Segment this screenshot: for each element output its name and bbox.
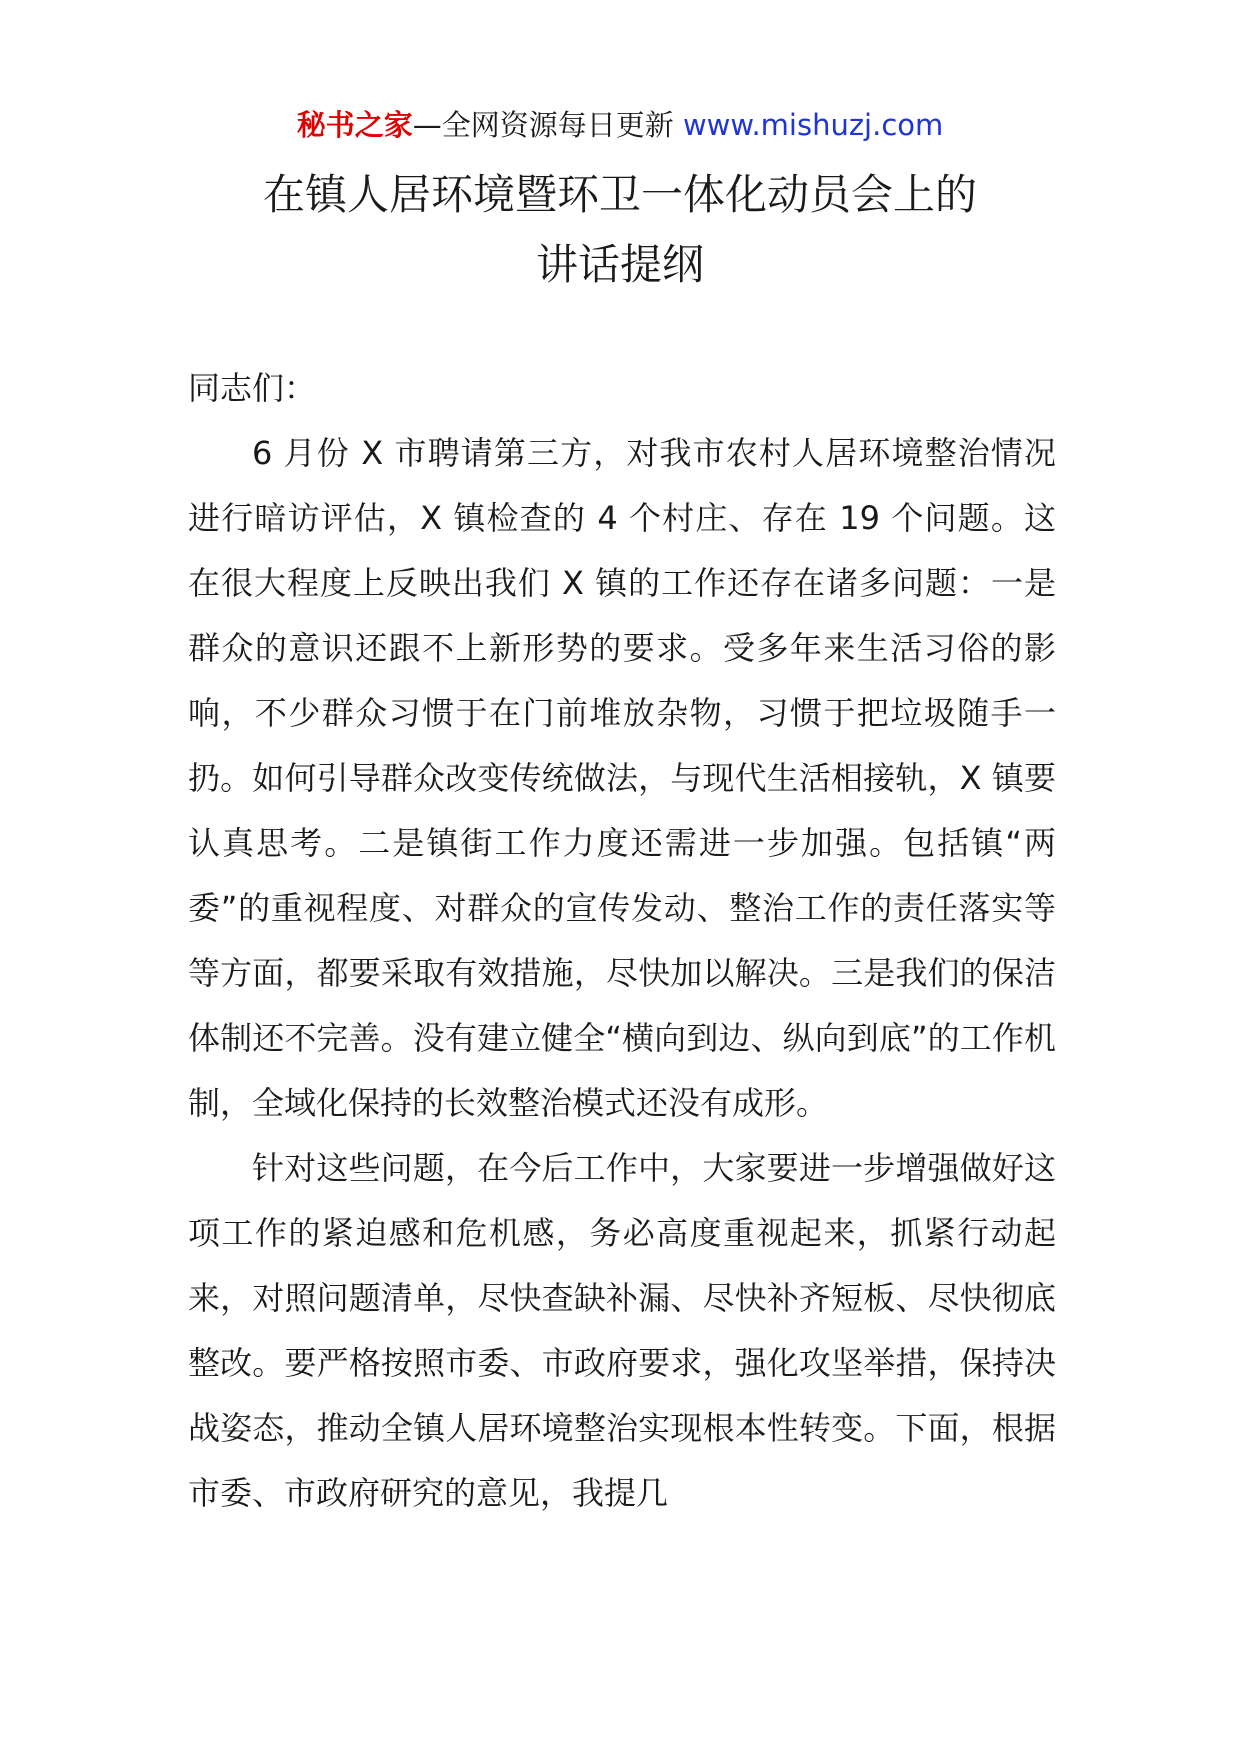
document-body bbox=[188, 356, 1056, 1526]
site-tagline: —全网资源每日更新 bbox=[412, 108, 683, 142]
site-brand: 秘书之家 bbox=[296, 108, 413, 142]
salutation: 同志们： bbox=[188, 369, 317, 407]
site-header bbox=[0, 100, 1240, 150]
title-line-2: 讲话提纲 bbox=[535, 240, 704, 289]
paragraph-2: 针对这些问题，在今后工作中，大家要进一步增强做好这项工作的紧迫感和危机感，务必高度重视起来，抓紧行动起来，对照问题清单，尽快查缺补漏、尽快补齐短板、尽快彻底整改。要严格按照市委、市政府要求，强化攻坚举措，保持决战姿态，推动全镇人居环境整治实现根本性转变。下面，根据市委、市政府研究的意见，我提几 bbox=[188, 1149, 1056, 1512]
site-url-link[interactable]: www.mishuzj.com bbox=[682, 108, 944, 142]
title-line-1: 在镇人居环境暨环卫一体化动员会上的 bbox=[262, 170, 977, 219]
document-title bbox=[0, 160, 1240, 300]
paragraph-1: 6 月份 X 市聘请第三方，对我市农村人居环境整治情况进行暗访评估，X 镇检查的 4 个村庄、存在 19 个问题。这在很大程度上反映出我们 X 镇的工作还存在诸多问题：一是群众的意识还跟不上新形势的要求。受多年来生活习俗的影响，不少群众习惯于在门前堆放杂物，习惯于把垃圾随手一扔。如何引导群众改变传统做法，与现代生活相接轨，X 镇要认真思考。二是镇街工作力度还需进一步加强。包括镇“两委”的重视程度、对群众的宣传发动、整治工作的责任落实等等方面，都要采取有效措施，尽快加以解决。三是我们的保洁体制还不完善。没有建立健全“横向到边、纵向到底”的工作机制，全域化保持的长效整治模式还没有成形。 bbox=[188, 434, 1056, 1122]
